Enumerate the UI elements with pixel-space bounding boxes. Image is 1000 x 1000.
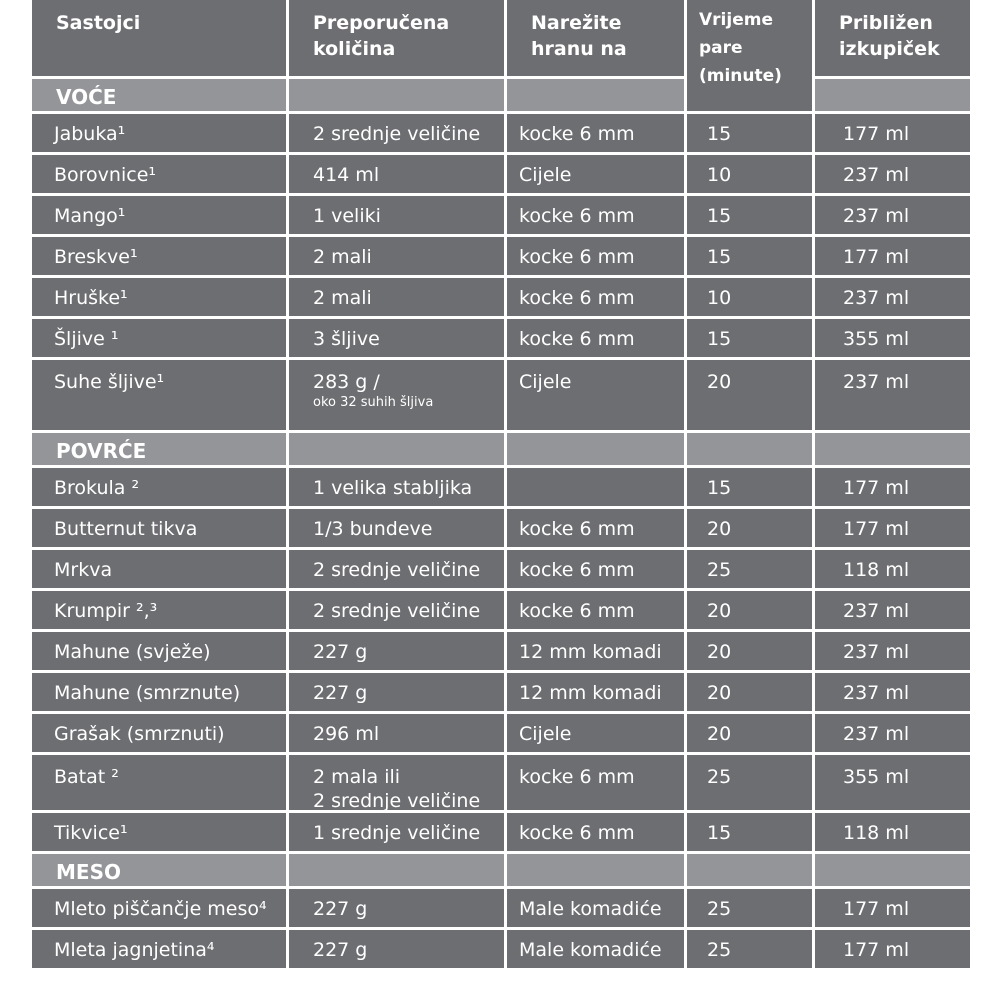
table-cell-amount: 227 g [289, 930, 504, 968]
table-cell-time: 15 [687, 196, 812, 234]
amount-line: 2 srednje veličine [313, 790, 481, 810]
table-cell-cut: Male komadiće [507, 930, 684, 968]
section-filler [507, 854, 684, 886]
table-cell-time: 25 [687, 755, 812, 810]
header-amount: Preporučena količina [289, 0, 504, 76]
table-cell-amount: 2 srednje veličine [289, 591, 504, 629]
table-cell-yield: 355 ml [815, 755, 970, 810]
header-ingredients: Sastojci [32, 0, 286, 76]
table-cell-ingredient: Brokula ² [32, 468, 286, 506]
section-filler [815, 854, 970, 886]
section-filler [687, 854, 812, 886]
section-filler [289, 854, 504, 886]
table-cell-ingredient: Tikvice¹ [32, 813, 286, 851]
section-title: VOĆE [32, 79, 286, 111]
table-cell-amount: 227 g [289, 889, 504, 927]
header-steam-time: Vrijeme pare (minute) [687, 0, 812, 111]
table-cell-time: 20 [687, 360, 812, 430]
table-cell-cut: kocke 6 mm [507, 813, 684, 851]
table-cell-yield: 237 ml [815, 278, 970, 316]
table-cell-yield: 177 ml [815, 237, 970, 275]
table-cell-ingredient: Batat ² [32, 755, 286, 810]
table-cell-amount: 1 velika stabljika [289, 468, 504, 506]
table-cell-amount: 2 mali [289, 278, 504, 316]
section-filler [507, 433, 684, 465]
table-cell-cut: kocke 6 mm [507, 591, 684, 629]
table-cell-ingredient: Mleto piščančje meso⁴ [32, 889, 286, 927]
table-cell-yield: 237 ml [815, 714, 970, 752]
table-cell-yield: 355 ml [815, 319, 970, 357]
table-cell-time: 20 [687, 673, 812, 711]
table-cell-cut: kocke 6 mm [507, 550, 684, 588]
table-cell-time: 20 [687, 632, 812, 670]
table-cell-yield: 177 ml [815, 889, 970, 927]
table-cell-time: 25 [687, 930, 812, 968]
header-yield: Približen izkupiček [815, 0, 970, 76]
table-cell-ingredient: Butternut tikva [32, 509, 286, 547]
table-cell-yield: 237 ml [815, 591, 970, 629]
table-cell-cut: kocke 6 mm [507, 755, 684, 810]
table-cell-cut: kocke 6 mm [507, 509, 684, 547]
section-filler [289, 433, 504, 465]
amount-line: 2 mala ili [313, 766, 401, 788]
table-cell-amount: 1 srednje veličine [289, 813, 504, 851]
table-cell-yield: 237 ml [815, 632, 970, 670]
table-cell-ingredient: Mrkva [32, 550, 286, 588]
table-cell-amount [289, 360, 504, 430]
table-cell-ingredient: Mahune (smrznute) [32, 673, 286, 711]
table-cell-ingredient: Hruške¹ [32, 278, 286, 316]
table-cell-amount: 414 ml [289, 155, 504, 193]
table-cell-yield: 237 ml [815, 196, 970, 234]
table-cell-ingredient: Šljive ¹ [32, 319, 286, 357]
table-cell-yield: 237 ml [815, 155, 970, 193]
table-cell-yield: 118 ml [815, 550, 970, 588]
table-cell-ingredient: Breskve¹ [32, 237, 286, 275]
table-cell-cut: kocke 6 mm [507, 319, 684, 357]
section-filler [687, 433, 812, 465]
section-title: POVRĆE [32, 433, 286, 465]
table-cell-amount: 3 šljive [289, 319, 504, 357]
table-cell-cut: Cijele [507, 155, 684, 193]
table-cell-yield: 177 ml [815, 468, 970, 506]
section-filler [289, 79, 504, 111]
table-cell-amount: 296 ml [289, 714, 504, 752]
section-filler [815, 79, 970, 111]
table-cell-amount: 227 g [289, 632, 504, 670]
table-cell-cut: kocke 6 mm [507, 278, 684, 316]
table-cell-cut: kocke 6 mm [507, 196, 684, 234]
table-cell-ingredient: Mango¹ [32, 196, 286, 234]
table-cell-time: 10 [687, 278, 812, 316]
table-cell-amount: 1/3 bundeve [289, 509, 504, 547]
section-filler [815, 433, 970, 465]
table-cell-amount: 2 srednje veličine [289, 114, 504, 152]
table-cell-amount: 2 srednje veličine [289, 550, 504, 588]
section-title: MESO [32, 854, 286, 886]
table-cell-amount: 2 mali [289, 237, 504, 275]
table-cell-ingredient: Grašak (smrznuti) [32, 714, 286, 752]
table-cell-yield: 177 ml [815, 930, 970, 968]
table-cell-time: 25 [687, 550, 812, 588]
table-cell-ingredient: Mleta jagnjetina⁴ [32, 930, 286, 968]
table-cell-time: 20 [687, 591, 812, 629]
table-cell-time: 10 [687, 155, 812, 193]
table-cell-amount: 1 veliki [289, 196, 504, 234]
table-cell-amount: 227 g [289, 673, 504, 711]
table-cell-yield: 237 ml [815, 673, 970, 711]
header-cut: Narežite hranu na [507, 0, 684, 76]
table-cell-cut: Cijele [507, 714, 684, 752]
table-cell-cut: Male komadiće [507, 889, 684, 927]
table-cell-cut: kocke 6 mm [507, 237, 684, 275]
table-cell-yield: 118 ml [815, 813, 970, 851]
table-cell-time: 15 [687, 813, 812, 851]
table-cell-yield: 177 ml [815, 114, 970, 152]
steaming-table [32, 0, 970, 995]
table-cell-amount [289, 755, 504, 810]
amount-note: oko 32 suhih šljiva [313, 395, 434, 410]
table-cell-time: 15 [687, 468, 812, 506]
table-cell-time: 20 [687, 714, 812, 752]
table-cell-ingredient: Krumpir ²,³ [32, 591, 286, 629]
table-cell-cut: kocke 6 mm [507, 114, 684, 152]
section-filler [507, 79, 684, 111]
table-cell-ingredient: Mahune (svježe) [32, 632, 286, 670]
table-cell-time: 15 [687, 114, 812, 152]
table-cell-cut [507, 468, 684, 506]
table-cell-time: 15 [687, 237, 812, 275]
table-cell-ingredient: Suhe šljive¹ [32, 360, 286, 430]
table-cell-cut: 12 mm komadi [507, 632, 684, 670]
table-cell-cut: 12 mm komadi [507, 673, 684, 711]
table-cell-time: 25 [687, 889, 812, 927]
table-cell-cut: Cijele [507, 360, 684, 430]
table-cell-yield: 177 ml [815, 509, 970, 547]
table-cell-yield: 237 ml [815, 360, 970, 430]
table-cell-time: 15 [687, 319, 812, 357]
table-cell-time: 20 [687, 509, 812, 547]
table-cell-ingredient: Jabuka¹ [32, 114, 286, 152]
table-cell-ingredient: Borovnice¹ [32, 155, 286, 193]
amount-line: 283 g / [313, 371, 380, 393]
